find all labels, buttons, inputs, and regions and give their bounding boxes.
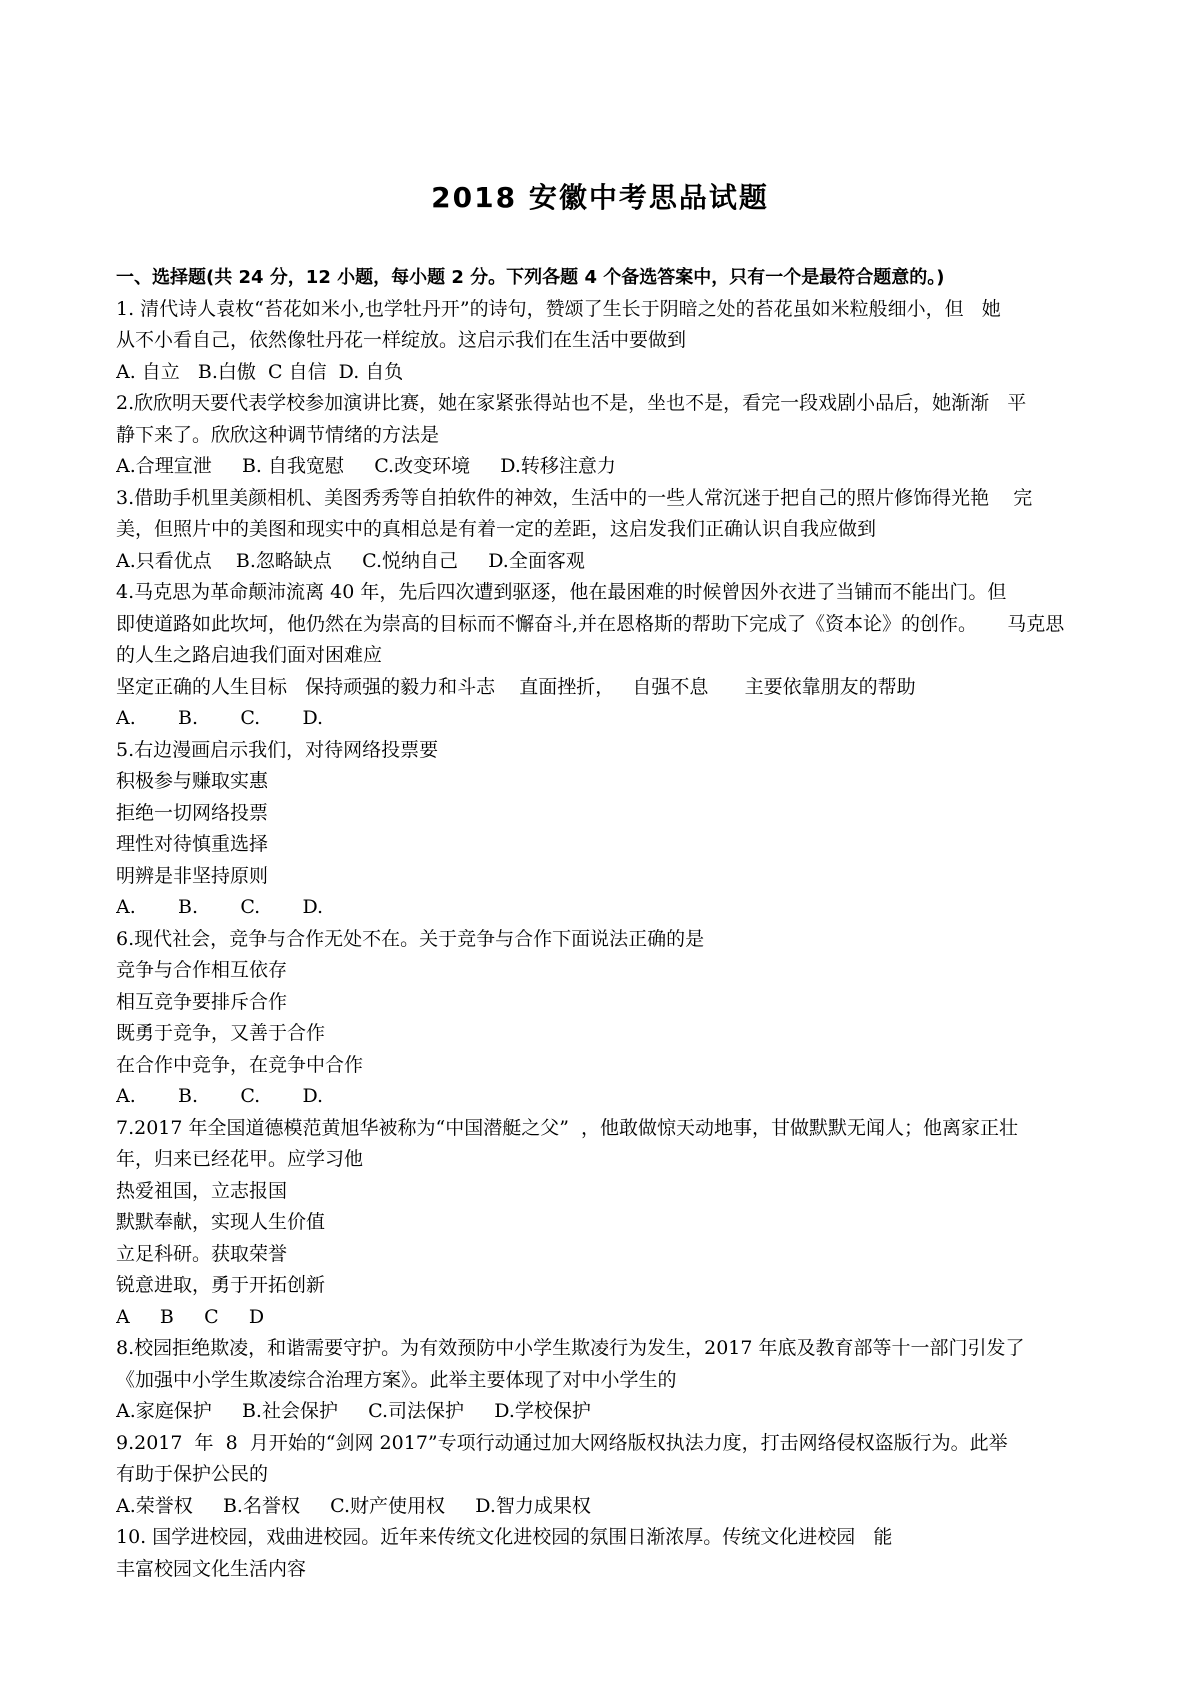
statement-item: 既勇于竞争，又善于合作 <box>116 1022 326 1044</box>
statement-item: 锐意进取，勇于开拓创新 <box>116 1274 326 1296</box>
statement-item: 积极参与赚取实惠 <box>116 770 269 792</box>
statement-item: 默默奉献，实现人生价值 <box>116 1211 326 1233</box>
statement-item: 相互竞争要排斥合作 <box>116 990 288 1013</box>
statement-item: 明辨是非坚持原则 <box>116 864 269 887</box>
statement-item: 在合作中竞争，在竞争中合作 <box>116 1053 364 1076</box>
answer-options: A B C D <box>116 1305 265 1328</box>
text-line: 5.右边漫画启示我们，对待网络投票要 <box>116 738 439 761</box>
text-line: 的人生之路启迪我们面对困难应 <box>116 644 383 666</box>
text-line: 4.马克思为革命颠沛流离 40 年，先后四次遭到驱逐，他在最困难的时候曾因外衣进了当铺而不能出门。但 <box>116 581 1007 603</box>
text-line: 10. 国学进校园，戏曲进校园。近年来传统文化进校园的氛围日渐浓厚。传统文化进校园 能 <box>116 1526 893 1548</box>
text-line: 有助于保护公民的 <box>116 1463 269 1485</box>
text-line: 2.欣欣明天要代表学校参加演讲比赛，她在家紧张得站也不是，坐也不是，看完一段戏剧小品后，她渐渐 平 <box>116 392 1027 414</box>
text-line: 从不小看自己，依然像牡丹花一样绽放。这启示我们在生活中要做到 <box>116 329 687 351</box>
text-line: 丰富校园文化生活内容 <box>116 1557 307 1580</box>
answer-options: A.只看优点 B.忽略缺点 C.悦纳自己 D.全面客观 <box>116 549 585 572</box>
answer-options: A.合理宣泄 B. 自我宽慰 C.改变环境 D.转移注意力 <box>116 455 616 477</box>
statement-item: 竞争与合作相互依存 <box>116 959 288 981</box>
text-line: 1. 清代诗人袁枚“苔花如米小,也学牡丹开”的诗句，赞颂了生长于阴暗之处的苔花虽如米粒般细小，但 她 <box>116 297 1001 320</box>
text-line: 《加强中小学生欺凌综合治理方案》。此举主要体现了对中小学生的 <box>116 1368 677 1391</box>
statement-item: 立足科研。获取荣誉 <box>116 1242 288 1265</box>
exam-content <box>116 262 1086 1585</box>
answer-options: A.荣誉权 B.名誉权 C.财产使用权 D.智力成果权 <box>116 1494 591 1517</box>
text-line: 6.现代社会，竞争与合作无处不在。关于竞争与合作下面说法正确的是 <box>116 927 705 950</box>
section-header: 一、选择题(共 24 分，12 小题，每小题 2 分。下列各题 4 个备选答案中，只有一个是最符合题意的。) <box>116 267 945 288</box>
text-line: 年，归来已经花甲。应学习他 <box>116 1148 364 1170</box>
answer-options: A.家庭保护 B.社会保护 C.司法保护 D.学校保护 <box>116 1400 591 1422</box>
exam-title: 2018 安徽中考思品试题 <box>431 181 769 214</box>
statement-options: 坚定正确的人生目标 保持顽强的毅力和斗志 直面挫折， 自强不息 主要依靠朋友的帮助 <box>116 675 916 698</box>
text-line: 8.校园拒绝欺凌，和谐需要守护。为有效预防中小学生欺凌行为发生，2017 年底及教育部等十一部门引发了 <box>116 1337 1025 1359</box>
answer-options: A. B. C. D. <box>116 707 324 729</box>
text-line: 9.2017 年 8 月开始的“剑网 2017”专项行动通过加大网络版权执法力度，打击网络侵权盗版行为。此举 <box>116 1431 1008 1454</box>
statement-item: 理性对待慎重选择 <box>116 833 269 855</box>
answer-options: A. B. C. D. <box>116 896 324 918</box>
text-line: 3.借助手机里美颜相机、美图秀秀等自拍软件的神效，生活中的一些人常沉迷于把自己的照片修饰得光艳 完 <box>116 486 1033 509</box>
statement-item: 热爱祖国，立志报国 <box>116 1179 288 1202</box>
text-line: 7.2017 年全国道德模范黄旭华被称为“中国潜艇之父” ，他敢做惊天动地事，甘做默默无闻人；他离家正壮 <box>116 1116 1019 1139</box>
answer-options: A. 自立 B.白傲 C 自信 D. 自负 <box>116 360 404 383</box>
text-line: 即使道路如此坎坷，他仍然在为崇高的目标而不懈奋斗,并在恩格斯的帮助下完成了《资本论》的创作。 马克思 <box>116 612 1065 635</box>
text-line: 静下来了。欣欣这种调节情绪的方法是 <box>116 423 440 446</box>
answer-options: A. B. C. D. <box>116 1085 324 1107</box>
statement-item: 拒绝一切网络投票 <box>116 801 269 824</box>
text-line: 美，但照片中的美图和现实中的真相总是有着一定的差距，这启发我们正确认识自我应做到 <box>116 518 877 540</box>
